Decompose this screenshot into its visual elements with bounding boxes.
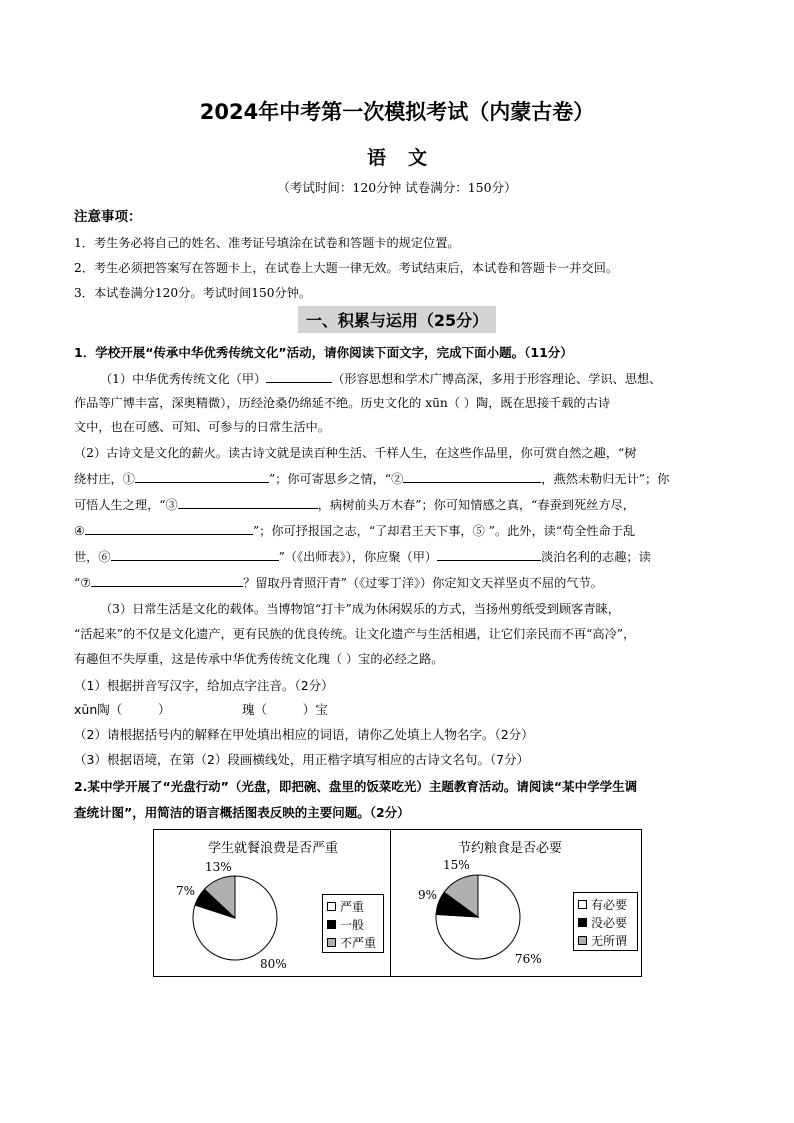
- legend-swatch: [578, 936, 587, 945]
- q1-p2-line2: [74, 470, 669, 487]
- q1-p2-line4: [74, 522, 635, 539]
- q1-sub3: （3）根据语境，在第（2）段画横线处，用正楷字填写相应的古诗文名句。（7分）: [74, 752, 530, 767]
- legend-swatch: [327, 902, 336, 911]
- q1-p2-l2b: ”；你可寄思乡之情，“②: [268, 472, 404, 486]
- chart1-title: 学生就餐浪费是否严重: [208, 841, 339, 856]
- section-header: [0, 306, 794, 333]
- legend-row: [327, 897, 379, 915]
- legend-label: 一般: [340, 917, 365, 932]
- blank-7[interactable]: [91, 574, 243, 587]
- q1-p2-l6a: “⑦: [74, 576, 92, 590]
- notice-item-1: 1．考生务必将自己的姓名、准考证号填涂在试卷和答题卡的规定位置。: [74, 236, 460, 250]
- blank-jia[interactable]: [266, 370, 332, 383]
- q1-p2-l3a: 可悟人生之理，“③: [74, 498, 178, 512]
- q1-p2-l4a: ④: [74, 524, 85, 538]
- q1-p2-line6: [74, 574, 603, 591]
- q1-p2-line5: [74, 548, 651, 565]
- q1-p2-line1: （2）古诗文是文化的薪火。读古诗文就是读百种生活、千样人生，在这些作品里，你可赏自然之趣，“树: [74, 446, 637, 460]
- q1-p1-l1a: （1）中华优秀传统文化（甲）: [100, 372, 267, 386]
- legend-row: [327, 915, 379, 933]
- legend-swatch: [327, 920, 336, 929]
- chart-divider: [390, 829, 391, 977]
- q1-p1-line2: 作品等广博丰富，深奥精微），历经沧桑仍绵延不绝。历史文化的 xūn（ ）陶，既在思接千载的古诗: [74, 396, 611, 410]
- q1-p3-line1: （3）日常生活是文化的载体。当博物馆“打卡”成为休闲娱乐的方式，当扬州剪纸受到顾客青睐，: [100, 602, 620, 616]
- section-title: 一、积累与运用（25分）: [298, 306, 496, 333]
- exam-title: 2024年中考第一次模拟考试（内蒙古卷）: [199, 100, 595, 124]
- q1-p2-line3: [74, 496, 635, 513]
- chart1-label-yiban: 7%: [176, 884, 196, 898]
- legend-label: 不严重: [340, 935, 377, 950]
- chart1-label-bugyan: 13%: [205, 860, 232, 874]
- chart2-title: 节约粮食是否必要: [458, 841, 563, 856]
- q1-sub2: （2）请根据括号内的解释在甲处填出相应的词语，请你乙处填上人物名字。（2分）: [74, 727, 534, 742]
- q1-p3-line3: 有趣但不失厚重，这是传承中华优秀传统文化瑰（ ）宝的必经之路。: [74, 652, 444, 666]
- q1-stem: 1．学校开展“传承中华优秀传统文化”活动，请你阅读下面文字，完成下面小题。（11分）: [74, 345, 573, 360]
- q2-stem-line1: 2.某中学开展了“光盘行动”（光盘，即把碗、盘里的饭菜吃光）主题教育活动。请阅读“某中学学生调: [74, 779, 638, 794]
- exam-info: （考试时间：120分钟 试卷满分：150分）: [277, 180, 517, 195]
- q1-p2-l3b: ，病树前头万木春”；你可知情感之真，“春蚕到死丝方尽，: [317, 498, 635, 512]
- q1-p2-l4b: ”；你可抒报国之志，“了却君王天下事，⑤ ”。此外，读“苟全性命于乱: [252, 524, 636, 538]
- q1-p1-line3: 文中，也在可感、可知、可参与的日常生活中。: [74, 420, 330, 434]
- blank-3[interactable]: [178, 496, 318, 509]
- q1-p3-line2: “活起来”的不仅是文化遗产，更有民族的优良传统。让文化遗产与生活相遇，让它们亲民而不再“高冷”，: [74, 627, 636, 641]
- blank-yi[interactable]: [437, 548, 541, 561]
- q1-p2-l2a: 绕村庄，①: [74, 472, 135, 486]
- q1-p1-l1b: （形容思想和学术广博高深，多用于形容理论、学识、思想、: [332, 372, 662, 386]
- legend-row: [578, 931, 633, 949]
- blank-1[interactable]: [135, 470, 269, 483]
- q1-p2-l5b: ”（《出师表》），你应聚（甲）: [278, 550, 438, 564]
- notice-item-2: 2．考生必须把答案写在答题卡上，在试卷上大题一律无效。考试结束后，本试卷和答题卡一并交回。: [74, 261, 619, 275]
- chart2-label-wusuowei: 15%: [443, 858, 470, 872]
- legend-label: 有必要: [591, 897, 628, 912]
- legend-label: 没必要: [591, 915, 628, 930]
- chart1-pie: [160, 860, 320, 975]
- legend-row: [327, 933, 379, 951]
- subject-title: 语文: [366, 147, 449, 169]
- q1-p2-l5a: 世，⑥: [74, 550, 111, 564]
- legend-label: 无所谓: [591, 933, 628, 948]
- legend-swatch: [578, 918, 587, 927]
- blank-2[interactable]: [403, 470, 541, 483]
- chart2-label-meibiyao: 9%: [418, 888, 438, 902]
- chart2-label-youbiyao: 76%: [515, 952, 542, 966]
- notice-title: 注意事项：: [74, 209, 142, 225]
- chart1-label-yanzhong: 80%: [260, 957, 287, 971]
- blank-6[interactable]: [111, 548, 279, 561]
- legend-swatch: [327, 938, 336, 947]
- chart2-legend: [573, 892, 638, 951]
- q1-sub1: （1）根据拼音写汉字，给加点字注音。（2分）: [74, 678, 334, 693]
- q1-sub1-answer[interactable]: xūn陶（ ） 瑰（ ）宝: [74, 702, 328, 717]
- q1-p2-l2c: ，燕然未勒归无计”；你: [541, 472, 670, 486]
- q1-p1-line1: [100, 370, 661, 387]
- legend-row: [578, 913, 633, 931]
- legend-label: 严重: [340, 899, 365, 914]
- q1-p2-l6b: ？留取丹青照汗青”（《过零丁洋》）你定知文天祥坚贞不屈的气节。: [243, 576, 603, 590]
- notice-item-3: 3．本试卷满分120分。考试时间150分钟。: [74, 286, 312, 300]
- legend-swatch: [578, 900, 587, 909]
- q1-p2-l5c: 淡泊名利的志趣；读: [541, 550, 651, 564]
- q2-stem-line2: 查统计图”，用简洁的语言概括图表反映的主要问题。（2分）: [74, 805, 410, 820]
- chart1-legend: [322, 894, 384, 953]
- blank-4[interactable]: [85, 522, 253, 535]
- legend-row: [578, 895, 633, 913]
